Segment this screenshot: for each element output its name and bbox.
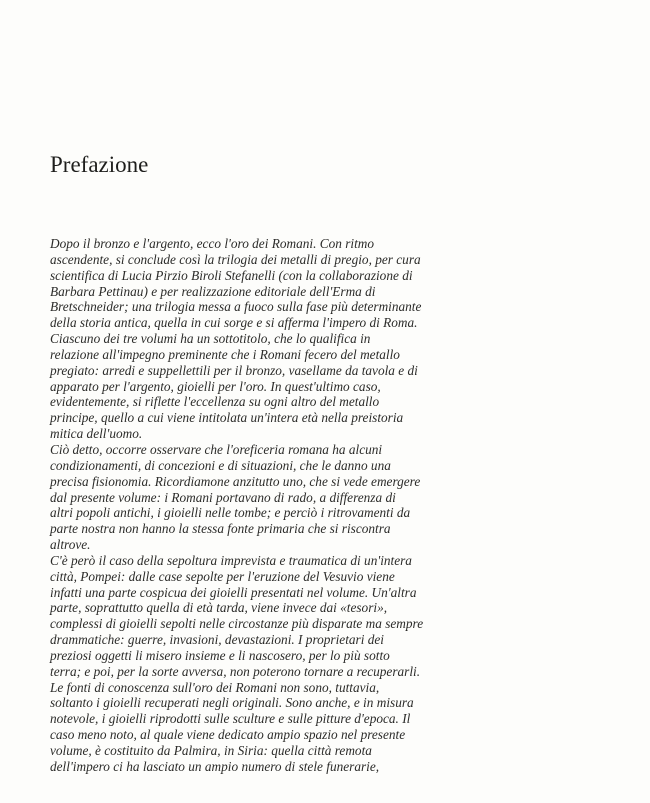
text-line: complessi di gioielli sepolti nelle circostanze più disparate ma sempre bbox=[50, 616, 424, 632]
text-line: preziosi oggetti li misero insieme e li nascosero, per lo più sotto bbox=[50, 647, 390, 663]
text-line: drammatiche: guerre, invasioni, devastazioni. I proprietari dei bbox=[50, 632, 384, 648]
text-line: ascendente, si conclude così la trilogia dei metalli di pregio, per cura bbox=[50, 251, 421, 267]
text-line: evidentemente, si riflette l'eccellenza su ogni altro del metallo bbox=[50, 394, 380, 410]
text-line: parte nostra non hanno la stessa fonte primaria che si riscontra bbox=[50, 521, 391, 537]
text-line: città, Pompei: dalle case sepolte per l'eruzione del Vesuvio viene bbox=[50, 568, 395, 584]
text-line: relazione all'impegno preminente che i Romani fecero del metallo bbox=[50, 346, 400, 362]
text-line: notevole, i gioielli riprodotti sulle sculture e sulle pitture d'epoca. Il bbox=[50, 711, 411, 727]
text-line: della storia antica, quella in cui sorge e si afferma l'impero di Roma. bbox=[50, 315, 418, 331]
text-line: Dopo il bronzo e l'argento, ecco l'oro dei Romani. Con ritmo bbox=[50, 236, 375, 251]
text-line: volume, è costituito da Palmira, in Siria: quella città remota bbox=[50, 743, 372, 758]
text-line: precisa fisionomia. Ricordiamone anzitutto uno, che si vede emergere bbox=[50, 473, 421, 489]
text-line: dal presente volume: i Romani portavano di rado, a differenza di bbox=[50, 489, 396, 505]
text-line: terra; e poi, per la sorte avversa, non poterono tornare a recuperarli. bbox=[50, 663, 421, 679]
text-line: altri popoli antichi, i gioielli nelle tombe; e perciò i ritrovamenti da bbox=[50, 505, 411, 521]
text-line: C'è però il caso della sepoltura imprevista e traumatica di un'intera bbox=[50, 552, 412, 568]
text-line: altrove. bbox=[50, 537, 91, 553]
text-line: condizionamenti, di concezioni e di situazioni, che le danno una bbox=[50, 457, 391, 473]
text-line: Le fonti di conoscenza sull'oro dei Romani non sono, tuttavia, bbox=[50, 679, 380, 695]
text-line: apparato per l'argento, gioielli per l'oro. In quest'ultimo caso, bbox=[50, 378, 381, 394]
text-line: Bretschneider; una trilogia messa a fuoco sulla fase più determinante bbox=[50, 299, 422, 315]
text-line: infatti una parte cospicua dei gioielli presentati nel volume. Un'altra bbox=[50, 584, 417, 600]
text-line: parte, soprattutto quella di età tarda, viene invece dai «tesori», bbox=[50, 600, 388, 616]
page-title: Prefazione bbox=[50, 152, 149, 177]
text-line: soltanto i gioielli recuperati negli originali. Sono anche, e in misura bbox=[50, 695, 414, 711]
text-line: pregiato: arredi e suppellettili per il bronzo, vasellame da tavola e di bbox=[50, 362, 418, 378]
text-line: caso meno noto, al quale viene dedicato ampio spazio nel presente bbox=[50, 727, 406, 743]
text-line: scientifica di Lucia Pirzio Biroli Stefanelli (con la collaborazione di bbox=[50, 267, 413, 283]
text-line: dell'impero ci ha lasciato un ampio numero di stele funerarie, bbox=[50, 758, 380, 774]
text-line: principe, quello a cui viene intitolata un'intera età nella preistoria bbox=[50, 410, 404, 426]
text-line: mitica dell'uomo. bbox=[50, 426, 143, 442]
text-line: Ciascuno dei tre volumi ha un sottotitolo, che lo qualifica in bbox=[50, 331, 371, 347]
preface-text bbox=[50, 236, 610, 775]
text-line: Barbara Pettinau) e per realizzazione editoriale dell'Erma di bbox=[50, 283, 376, 299]
text-line: Ciò detto, occorre osservare che l'oreficeria romana ha alcuni bbox=[50, 441, 383, 457]
